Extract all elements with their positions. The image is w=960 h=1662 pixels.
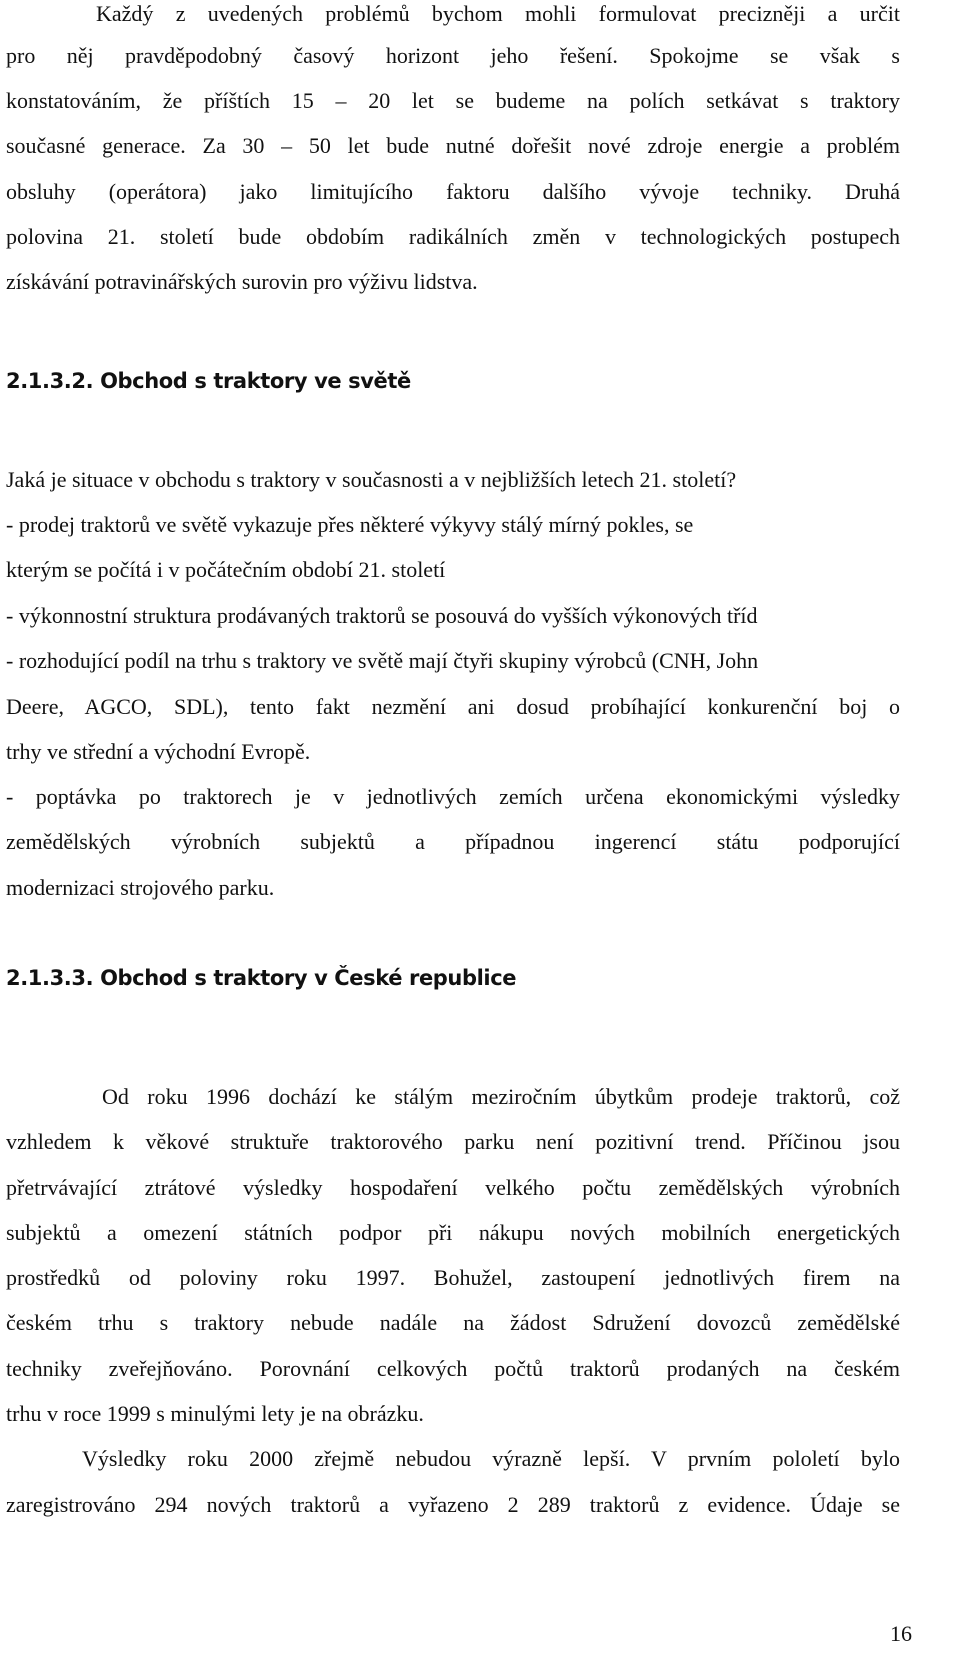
list-item: - prodej traktorů ve světě vykazuje přes některé výkyvy stálý mírný pokles, se [6,512,694,537]
text-line: zaregistrováno 294 nových traktorů a vyřazeno 2 289 traktorů z evidence. Údaje se [6,1492,900,1517]
list-item: - poptávka po traktorech je v jednotlivých zemích určena ekonomickými výsledky [6,784,900,809]
text-line: přetrvávající ztrátové výsledky hospodaření velkého počtu zemědělských výrobních [6,1175,900,1200]
text-line: Výsledky roku 2000 zřejmě nebudou výrazně lepší. V prvním pololetí bylo [82,1446,900,1471]
text-line: zemědělských výrobních subjektů a případnou ingerencí státu podporující [6,829,900,854]
text-line: českém trhu s traktory nebude nadále na žádost Sdružení dovozců zemědělské [6,1310,900,1335]
section-heading-czech: 2.1.3.3. Obchod s traktory v České republice [6,966,517,990]
text-line: konstatováním, že příštích 15 – 20 let se budeme na polích setkávat s traktory [6,88,900,113]
text-line: Od roku 1996 dochází ke stálým meziročním úbytkům prodeje traktorů, což [102,1084,900,1109]
list-item: - rozhodující podíl na trhu s traktory ve světě mají čtyři skupiny výrobců (CNH, John [6,648,759,673]
list-item: - výkonnostní struktura prodávaných traktorů se posouvá do vyšších výkonových tříd [6,603,758,628]
section-heading-world: 2.1.3.2. Obchod s traktory ve světě [6,369,411,393]
text-line: subjektů a omezení státních podpor při nákupu nových mobilních energetických [6,1220,900,1245]
text-line: techniky zveřejňováno. Porovnání celkových počtů traktorů prodaných na českém [6,1356,900,1381]
text-line: Každý z uvedených problémů bychom mohli formulovat precizněji a určit [96,1,900,26]
text-line: získávání potravinářských surovin pro výživu lidstva. [6,269,478,294]
text-line: trhy ve střední a východní Evropě. [6,739,311,764]
text-line: pro něj pravděpodobný časový horizont jeho řešení. Spokojme se však s [6,43,900,68]
text-line: kterým se počítá i v počátečním období 21. století [6,557,446,582]
text-line: Deere, AGCO, SDL), tento fakt nezmění ani dosud probíhající konkurenční boj o [6,694,900,719]
text-line: modernizaci strojového parku. [6,875,275,900]
page-number: 16 [890,1621,912,1646]
text-line: trhu v roce 1999 s minulými lety je na obrázku. [6,1401,424,1426]
text-line: prostředků od poloviny roku 1997. Bohužel, zastoupení jednotlivých firem na [6,1265,900,1290]
text-line: Jaká je situace v obchodu s traktory v současnosti a v nejbližších letech 21. století? [6,467,737,492]
text-line: současné generace. Za 30 – 50 let bude nutné dořešit nové zdroje energie a problém [6,133,900,158]
text-line: vzhledem k věkové struktuře traktorového parku není pozitivní trend. Příčinou jsou [6,1129,900,1154]
text-line: polovina 21. století bude obdobím radikálních změn v technologických postupech [6,224,900,249]
text-line: obsluhy (operátora) jako limitujícího faktoru dalšího vývoje techniky. Druhá [6,179,900,204]
